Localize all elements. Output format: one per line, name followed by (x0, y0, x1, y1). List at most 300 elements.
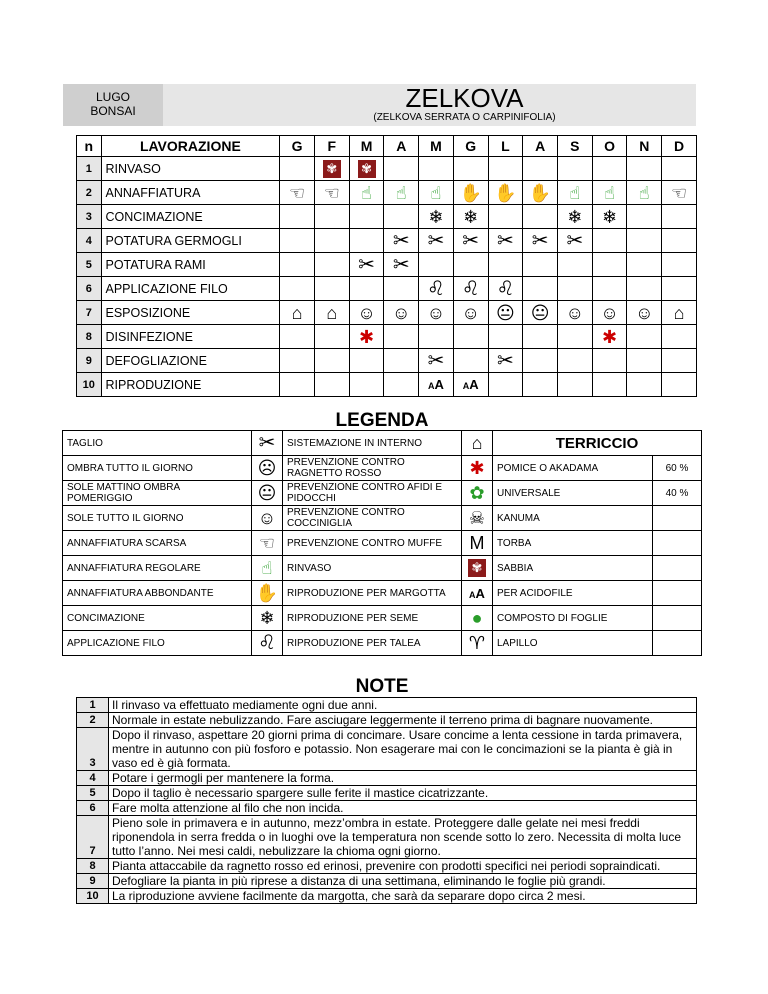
legend-icon-cell (252, 456, 283, 481)
smile-icon: ☺ (257, 508, 277, 528)
month-cell (662, 253, 697, 277)
note-number: 3 (77, 728, 109, 771)
note-row (77, 698, 697, 713)
skull-icon: ☠ (468, 508, 486, 528)
legend-label: SOLE MATTINO OMBRA POMERIGGIO (63, 481, 252, 506)
legend-label: ANNAFFIATURA SCARSA (63, 531, 252, 556)
month-cell (627, 157, 662, 181)
month-cell (453, 229, 488, 253)
abundant-watering-icon: ✋ (459, 182, 482, 203)
month-header: A (384, 136, 419, 157)
note-number: 6 (77, 801, 109, 816)
notes-table (76, 697, 697, 904)
logo-line-1: LUGO (95, 90, 130, 104)
row-label: DEFOGLIAZIONE (101, 349, 280, 373)
month-cell (314, 373, 349, 397)
seed-icon: ● (471, 608, 483, 628)
month-cell (523, 181, 558, 205)
month-cell (280, 277, 315, 301)
month-header: A (523, 136, 558, 157)
calendar-row (77, 253, 697, 277)
snowflake-icon: ❄ (463, 206, 479, 227)
repot-icon: ✾ (323, 160, 341, 178)
month-cell (280, 325, 315, 349)
scissors-icon: ✂ (497, 349, 514, 372)
house-icon: ⌂ (471, 433, 483, 453)
month-header: S (557, 136, 592, 157)
month-cell (349, 205, 384, 229)
month-cell (384, 373, 419, 397)
month-header: D (662, 136, 697, 157)
month-cell (557, 229, 592, 253)
soil-label: LAPILLO (493, 631, 653, 656)
month-cell (384, 253, 419, 277)
smile-icon: ☺ (426, 302, 446, 323)
month-cell (280, 205, 315, 229)
row-number: 5 (77, 253, 102, 277)
logo-box (63, 84, 163, 126)
month-cell (349, 349, 384, 373)
calendar-row (77, 349, 697, 373)
spider-icon: ✱ (358, 326, 375, 347)
month-cell (419, 205, 454, 229)
scissors-icon: ✂ (497, 229, 514, 252)
calendar-row (77, 205, 697, 229)
notes-title: NOTE (355, 676, 409, 697)
row-number: 10 (77, 373, 102, 397)
legend-icon-cell (462, 631, 493, 656)
snowflake-icon: ❄ (428, 206, 444, 227)
note-row (77, 874, 697, 889)
month-cell (662, 277, 697, 301)
legend-row (63, 506, 702, 531)
note-text: La riproduzione avviene facilmente da margotta, che sarà da separare dopo circa 2 mesi. (109, 889, 697, 904)
month-cell (384, 349, 419, 373)
calendar-row (77, 181, 697, 205)
month-cell (314, 253, 349, 277)
month-cell (557, 301, 592, 325)
abundant-watering-icon: ✋ (528, 182, 552, 203)
legend-icon-cell (462, 531, 493, 556)
legend-label: OMBRA TUTTO IL GIORNO (63, 456, 252, 481)
row-label: RIPRODUZIONE (101, 373, 280, 397)
scissors-icon: ✂ (462, 229, 480, 252)
month-cell (349, 181, 384, 205)
note-number: 8 (77, 859, 109, 874)
month-cell (314, 181, 349, 205)
month-header: M (349, 136, 384, 157)
month-cell (488, 301, 523, 325)
month-cell (662, 301, 697, 325)
soil-percent (653, 606, 702, 631)
row-number: 6 (77, 277, 102, 301)
layering-icon: AA (462, 377, 479, 392)
month-header: N (627, 136, 662, 157)
scissors-icon: ✂ (392, 229, 410, 252)
bug-icon: ✿ (469, 483, 485, 503)
legend-label: PREVENZIONE CONTRO AFIDI E PIDOCCHI (283, 481, 462, 506)
scissors-icon: ✂ (258, 432, 276, 454)
calendar-row (77, 277, 697, 301)
wire-icon: ♌ (427, 277, 445, 300)
month-cell (557, 325, 592, 349)
wire-icon: ♌ (258, 632, 276, 654)
legend-row (63, 431, 702, 456)
soil-percent (653, 531, 702, 556)
legend-row (63, 456, 702, 481)
month-cell (384, 157, 419, 181)
month-cell (488, 253, 523, 277)
note-row (77, 786, 697, 801)
month-cell (453, 157, 488, 181)
soil-label: COMPOSTO DI FOGLIE (493, 606, 653, 631)
month-cell (592, 205, 627, 229)
month-cell (627, 205, 662, 229)
spider-icon: ✱ (602, 326, 618, 347)
legend-row (63, 556, 702, 581)
month-cell (419, 253, 454, 277)
calendar-row (77, 229, 697, 253)
calendar-row (77, 373, 697, 397)
month-cell (488, 229, 523, 253)
abundant-watering-icon: ✋ (255, 583, 279, 603)
note-row (77, 771, 697, 786)
row-label: DISINFEZIONE (101, 325, 280, 349)
month-cell (419, 181, 454, 205)
month-cell (592, 181, 627, 205)
month-cell (384, 205, 419, 229)
row-label: POTATURA RAMI (101, 253, 280, 277)
legend-icon-cell (462, 606, 493, 631)
row-label: POTATURA GERMOGLI (101, 229, 280, 253)
month-cell (419, 373, 454, 397)
scissors-icon: ✂ (392, 253, 410, 276)
row-number: 3 (77, 205, 102, 229)
note-text: Il rinvaso va effettuato mediamente ogni due anni. (109, 698, 697, 713)
soil-label: POMICE O AKADAMA (493, 456, 653, 481)
legend-label: APPLICAZIONE FILO (63, 631, 252, 656)
note-row (77, 889, 697, 904)
neutral-face-icon: 😐 (257, 483, 277, 503)
legend-icon-cell (462, 431, 493, 456)
month-cell (314, 301, 349, 325)
legend-icon-cell (252, 581, 283, 606)
soil-label: UNIVERSALE (493, 481, 653, 506)
legend-icon-cell (252, 431, 283, 456)
house-icon: ⌂ (673, 302, 685, 323)
month-cell (662, 157, 697, 181)
row-label: CONCIMAZIONE (101, 205, 280, 229)
month-cell (419, 349, 454, 373)
terriccio-title: TERRICCIO (493, 431, 702, 456)
neutral-face-icon: 😐 (496, 302, 515, 323)
soil-percent (653, 581, 702, 606)
house-icon: ⌂ (326, 302, 338, 323)
note-number: 4 (77, 771, 109, 786)
note-row (77, 801, 697, 816)
month-cell (453, 301, 488, 325)
month-cell (523, 325, 558, 349)
note-row (77, 728, 697, 771)
spider-icon: ✱ (469, 458, 485, 478)
legend-label: RIPRODUZIONE PER SEME (283, 606, 462, 631)
month-cell (627, 349, 662, 373)
col-work-header: LAVORAZIONE (101, 136, 280, 157)
legend-icon-cell (252, 631, 283, 656)
snowflake-icon: ❄ (567, 206, 583, 227)
calendar-header-row (77, 136, 697, 157)
row-label: APPLICAZIONE FILO (101, 277, 280, 301)
hand-point-icon: ☜ (289, 182, 306, 203)
legend-icon-cell (252, 606, 283, 631)
month-cell (627, 181, 662, 205)
legend-label: RINVASO (283, 556, 462, 581)
hand-point-icon: ☜ (323, 182, 340, 203)
month-cell (384, 181, 419, 205)
note-row (77, 713, 697, 728)
month-cell (488, 277, 523, 301)
month-cell (592, 349, 627, 373)
legend-label: PREVENZIONE CONTRO MUFFE (283, 531, 462, 556)
note-text: Potare i germogli per mantenere la forma. (109, 771, 697, 786)
snowflake-icon: ❄ (602, 206, 618, 227)
page-title: ZELKOVA (405, 83, 524, 113)
legend-label: CONCIMAZIONE (63, 606, 252, 631)
note-row (77, 816, 697, 859)
month-cell (557, 205, 592, 229)
month-cell (419, 325, 454, 349)
month-cell (557, 253, 592, 277)
smile-icon: ☺ (600, 302, 619, 323)
regular-watering-icon: ☝ (261, 558, 273, 578)
page-subtitle: (ZELKOVA SERRATA O CARPINIFOLIA) (373, 112, 556, 123)
month-cell (280, 253, 315, 277)
month-cell (523, 253, 558, 277)
month-cell (314, 229, 349, 253)
month-cell (627, 253, 662, 277)
soil-percent (653, 556, 702, 581)
legend-icon-cell (252, 506, 283, 531)
abundant-watering-icon: ✋ (494, 182, 517, 203)
month-cell (314, 325, 349, 349)
snowflake-icon: ❄ (259, 608, 275, 628)
month-cell (592, 253, 627, 277)
regular-watering-icon: ☝ (430, 182, 442, 203)
month-header: G (453, 136, 488, 157)
scissors-icon: ✂ (531, 229, 549, 252)
month-cell (627, 325, 662, 349)
month-cell (384, 229, 419, 253)
note-text: Fare molta attenzione al filo che non incida. (109, 801, 697, 816)
month-cell (349, 253, 384, 277)
month-cell (592, 301, 627, 325)
legend-icon-cell (252, 531, 283, 556)
row-number: 7 (77, 301, 102, 325)
month-cell (592, 373, 627, 397)
month-cell (627, 229, 662, 253)
note-number: 7 (77, 816, 109, 859)
neutral-face-icon: 😐 (530, 302, 550, 323)
month-cell (488, 181, 523, 205)
soil-label: KANUMA (493, 506, 653, 531)
month-cell (592, 229, 627, 253)
work-calendar-table (76, 135, 697, 397)
soil-percent (653, 631, 702, 656)
row-label: RINVASO (101, 157, 280, 181)
month-cell (523, 229, 558, 253)
month-cell (453, 277, 488, 301)
legend-label: ANNAFFIATURA REGOLARE (63, 556, 252, 581)
month-cell (557, 349, 592, 373)
month-cell (662, 229, 697, 253)
legend-icon-cell (462, 556, 493, 581)
regular-watering-icon: ☝ (395, 182, 407, 203)
smile-icon: ☺ (635, 302, 654, 323)
month-cell (349, 325, 384, 349)
legend-label: SISTEMAZIONE IN INTERNO (283, 431, 462, 456)
month-cell (523, 277, 558, 301)
repot-icon: ✾ (468, 559, 486, 577)
month-cell (419, 157, 454, 181)
sad-face-icon: ☹ (257, 458, 277, 478)
legend-icon-cell (462, 581, 493, 606)
regular-watering-icon: ☝ (569, 182, 581, 203)
soil-percent: 40 % (653, 481, 702, 506)
legend-row (63, 606, 702, 631)
month-cell (384, 325, 419, 349)
month-cell (280, 349, 315, 373)
legend-row (63, 531, 702, 556)
scissors-icon: ✂ (427, 349, 445, 372)
scissors-icon: ✂ (358, 253, 375, 276)
month-cell (384, 277, 419, 301)
legend-label: PREVENZIONE CONTRO RAGNETTO ROSSO (283, 456, 462, 481)
month-header: M (419, 136, 454, 157)
month-cell (280, 301, 315, 325)
col-n-header: n (77, 136, 102, 157)
smile-icon: ☺ (357, 302, 376, 323)
smile-icon: ☺ (461, 302, 480, 323)
legend-row (63, 581, 702, 606)
wire-icon: ♌ (496, 277, 515, 300)
repot-icon: ✾ (358, 160, 376, 178)
month-cell (349, 157, 384, 181)
month-cell (557, 277, 592, 301)
regular-watering-icon: ☝ (638, 182, 650, 203)
legend-row (63, 631, 702, 656)
note-text: Pianta attaccabile da ragnetto rosso ed erinosi, prevenire con prodotti specifici nei periodi sopraindicati. (109, 859, 697, 874)
scissors-icon: ✂ (427, 229, 445, 252)
month-cell (314, 205, 349, 229)
month-cell (488, 349, 523, 373)
wire-icon: ♌ (461, 277, 480, 300)
month-cell (314, 157, 349, 181)
month-cell (627, 277, 662, 301)
month-cell (523, 205, 558, 229)
month-cell (349, 277, 384, 301)
legend-icon-cell (462, 481, 493, 506)
month-cell (349, 301, 384, 325)
calendar-row (77, 157, 697, 181)
month-cell (592, 325, 627, 349)
month-header: G (280, 136, 315, 157)
month-cell (453, 373, 488, 397)
month-cell (349, 373, 384, 397)
legend-icon-cell (462, 506, 493, 531)
month-cell (523, 157, 558, 181)
note-number: 9 (77, 874, 109, 889)
month-cell (453, 253, 488, 277)
row-number: 4 (77, 229, 102, 253)
legend-row (63, 481, 702, 506)
month-cell (488, 157, 523, 181)
month-cell (453, 325, 488, 349)
month-cell (384, 301, 419, 325)
calendar-row (77, 301, 697, 325)
smile-icon: ☺ (392, 302, 411, 323)
month-cell (488, 373, 523, 397)
soil-percent: 60 % (653, 456, 702, 481)
legend-table (62, 430, 702, 656)
month-cell (662, 325, 697, 349)
month-cell (488, 325, 523, 349)
month-cell (662, 349, 697, 373)
row-number: 1 (77, 157, 102, 181)
month-cell (419, 277, 454, 301)
month-cell (557, 181, 592, 205)
legend-icon-cell (462, 456, 493, 481)
legend-label: SOLE TUTTO IL GIORNO (63, 506, 252, 531)
row-label: ESPOSIZIONE (101, 301, 280, 325)
month-cell (627, 301, 662, 325)
month-cell (314, 349, 349, 373)
cutting-icon: ♈ (468, 633, 486, 653)
note-row (77, 859, 697, 874)
house-icon: ⌂ (291, 302, 303, 323)
month-cell (419, 301, 454, 325)
month-header: F (314, 136, 349, 157)
regular-watering-icon: ☝ (604, 182, 616, 203)
month-cell (627, 373, 662, 397)
hand-point-icon: ☜ (258, 533, 276, 553)
note-number: 5 (77, 786, 109, 801)
mold-icon: M (469, 533, 485, 553)
month-cell (453, 181, 488, 205)
layering-icon: AA (469, 585, 485, 601)
month-cell (662, 373, 697, 397)
logo-line-2: BONSAI (90, 104, 136, 118)
month-cell (453, 349, 488, 373)
month-cell (592, 157, 627, 181)
legend-label: ANNAFFIATURA ABBONDANTE (63, 581, 252, 606)
scissors-icon: ✂ (566, 229, 584, 252)
soil-label: PER ACIDOFILE (493, 581, 653, 606)
calendar-row (77, 325, 697, 349)
month-cell (453, 205, 488, 229)
soil-label: TORBA (493, 531, 653, 556)
month-cell (523, 349, 558, 373)
legend-title: LEGENDA (335, 410, 429, 431)
title-box (163, 84, 696, 126)
legend-icon-cell (252, 556, 283, 581)
month-cell (419, 229, 454, 253)
month-cell (523, 301, 558, 325)
month-cell (557, 373, 592, 397)
month-cell (280, 181, 315, 205)
month-cell (314, 277, 349, 301)
month-cell (557, 157, 592, 181)
legend-label: RIPRODUZIONE PER TALEA (283, 631, 462, 656)
